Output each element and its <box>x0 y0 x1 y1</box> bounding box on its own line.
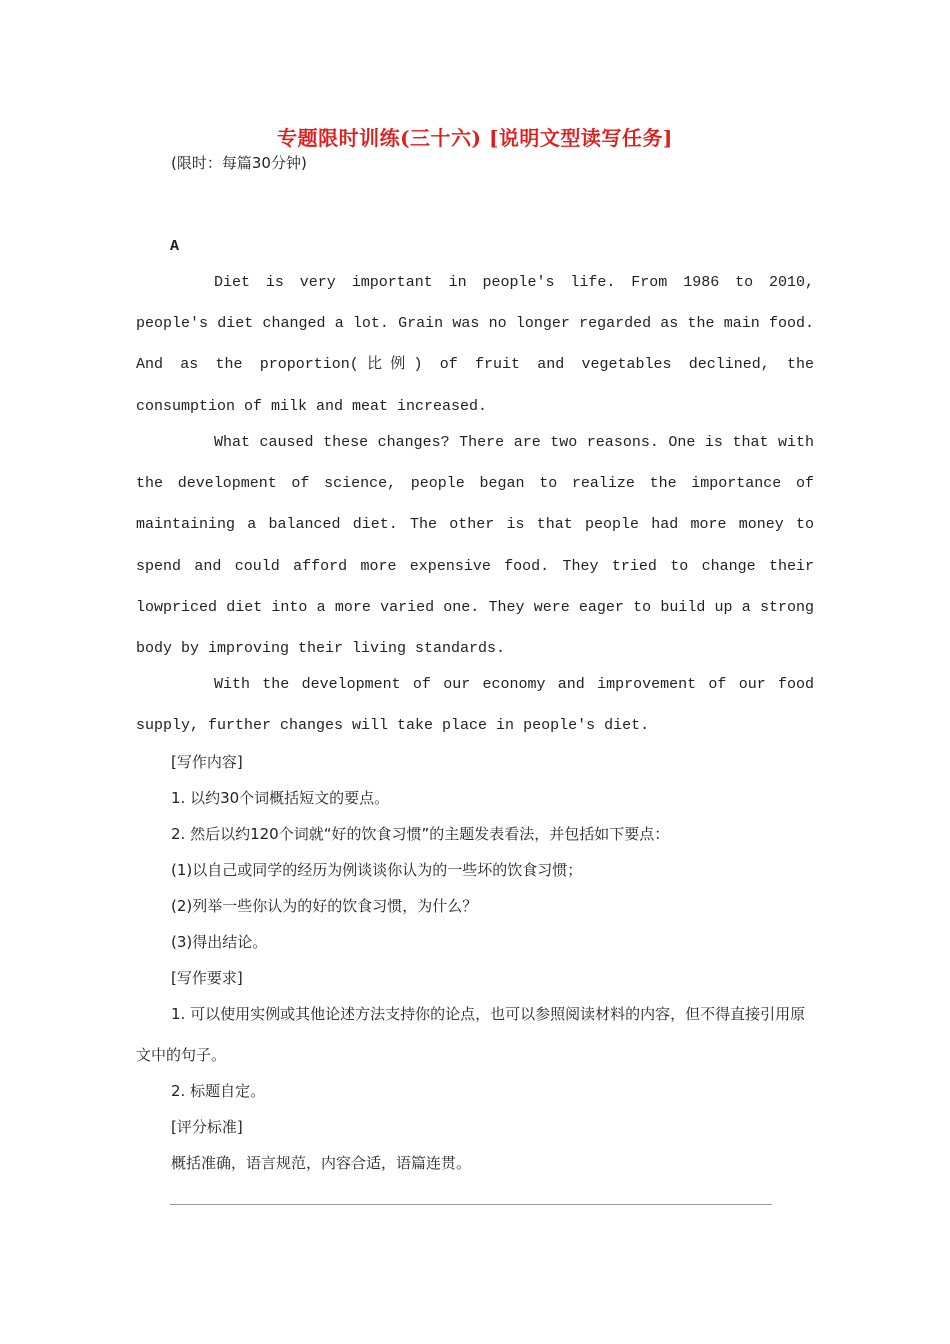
writing-content-heading: [写作内容] <box>171 753 243 771</box>
section-label: A <box>170 238 180 255</box>
passage-paragraph-2 <box>136 422 814 669</box>
time-limit-note: (限时：每篇30分钟) <box>171 154 307 172</box>
passage-paragraph-3-text: With the development of our economy and improvement of our food supply, further changes will take place in people's diet. <box>136 676 814 735</box>
writing-content-subpoint-3: (3)得出结论。 <box>171 933 268 951</box>
writing-content-item-2: 2. 然后以约120个词就“好的饮食习惯”的主题发表看法，并包括如下要点： <box>171 825 670 843</box>
passage-paragraph-1-text: Diet is very important in people's life. From 1986 to 2010, people's diet changed a lot. Grain was no longer regarded as the main food. And as the proportion(比例) of fruit and vegetables declined, the consumption of milk and meat increased. <box>136 274 814 415</box>
writing-requirements-item-1: 1. 可以使用实例或其他论述方法支持你的论点，也可以参照阅读材料的内容，但不得直接引用原文中的句子。 <box>136 1005 806 1064</box>
page-title: 专题限时训练(三十六) [说明文型读写任务] <box>277 126 673 150</box>
grading-criteria-text: 概括准确，语言规范，内容合适，语篇连贯。 <box>171 1154 472 1172</box>
writing-requirements-item-2: 2. 标题自定。 <box>171 1082 266 1100</box>
writing-content-item-1: 1. 以约30个词概括短文的要点。 <box>171 789 390 807</box>
passage-paragraph-1 <box>136 262 814 427</box>
passage-paragraph-2-text: What caused these changes? There are two reasons. One is that with the development of science, people began to realize the importance of maintaining a balanced diet. The other is that people had more money to spend and could afford more expensive food. They tried to change their lowpriced diet into a more varied one. They were eager to build up a strong body by improving their living standards. <box>136 434 814 658</box>
grading-criteria-heading: [评分标准] <box>171 1118 243 1136</box>
writing-requirements-heading: [写作要求] <box>171 969 243 987</box>
writing-content-subpoint-2: (2)列举一些你认为的好的饮食习惯，为什么？ <box>171 897 478 915</box>
writing-content-subpoint-1: (1)以自己或同学的经历为例谈谈你认为的一些坏的饮食习惯； <box>171 861 583 879</box>
passage-paragraph-3 <box>136 664 814 746</box>
answer-line <box>170 1204 772 1205</box>
